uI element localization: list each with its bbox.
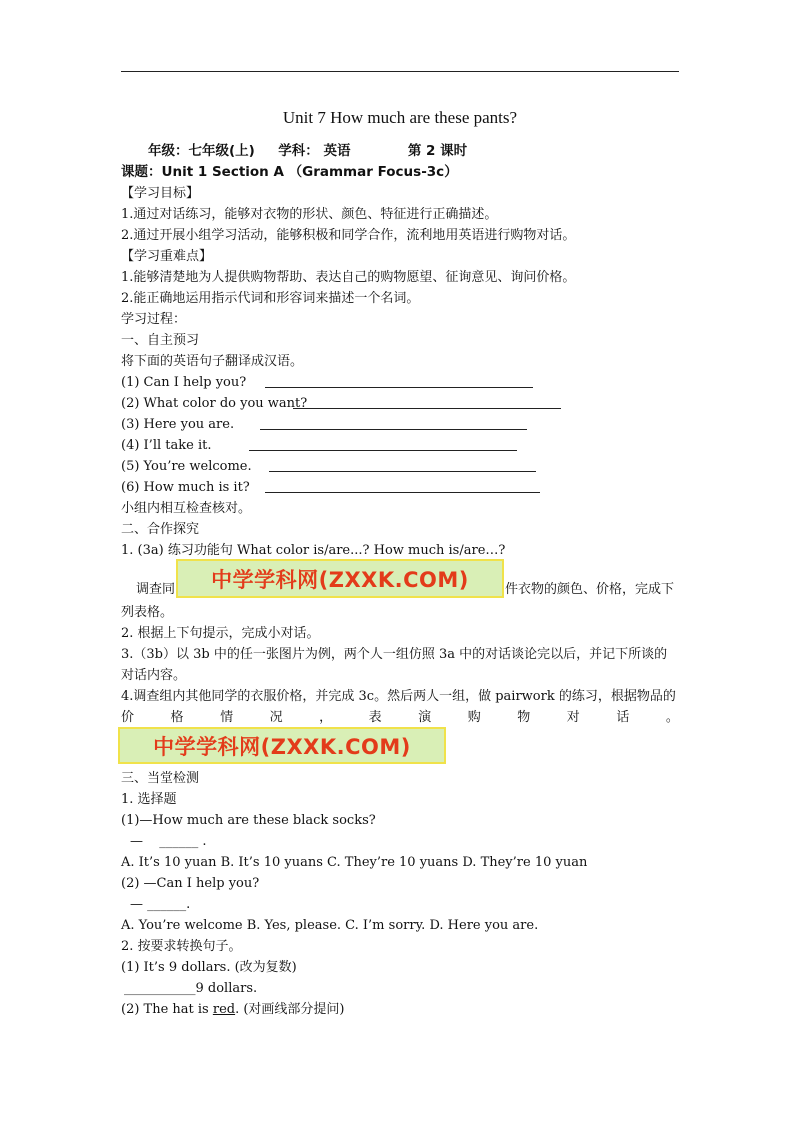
preview-instruction: 将下面的英语句子翻译成汉语。 (121, 354, 304, 369)
transform-1: (1) It’s 9 dollars. (改为复数) (121, 960, 297, 975)
test-heading: 三、当堂检测 (121, 771, 200, 786)
preview-heading: 一、自主预习 (121, 333, 200, 348)
char: 话 (616, 710, 630, 725)
transform-heading: 2. 按要求转换句子。 (121, 939, 242, 954)
translation-sentence: (2) What color do you want? (121, 396, 308, 411)
question-2-answer[interactable]: — ______. (130, 897, 191, 912)
explore-item-3-cont: 对话内容。 (121, 668, 187, 683)
grade-label: 年级：七年级(上) (148, 143, 255, 159)
char: 情 (220, 710, 234, 725)
answer-blank[interactable] (265, 480, 540, 493)
question-2-options: A. You’re welcome B. Yes, please. C. I’m sorry. D. Here you are. (121, 918, 539, 933)
answer-text: 9 dollars. (195, 981, 258, 996)
translation-sentence: (1) Can I help you? (121, 375, 247, 390)
char: 。 (665, 710, 679, 725)
objectives-heading: 【学习目标】 (121, 186, 200, 201)
char: 购 (467, 710, 481, 725)
char: 表 (368, 710, 382, 725)
answer-blank[interactable] (269, 459, 536, 472)
explore-item-3: 3.（3b）以 3b 中的任一张图片为例，两个人一组仿照 3a 中的对话谈论完以后，并记下所谈的 (121, 647, 668, 662)
answer-blank[interactable]: ___________ (124, 981, 196, 996)
key-point-item: 2.能正确地运用指示代词和形容词来描述一个名词。 (121, 291, 420, 306)
choice-heading: 1. 选择题 (121, 792, 177, 807)
translation-item (121, 396, 307, 412)
translation-sentence: (3) Here you are. (121, 417, 235, 432)
char: 物 (517, 710, 531, 725)
translation-sentence: (6) How much is it? (121, 480, 250, 495)
explore-heading: 二、合作探究 (121, 522, 200, 537)
watermark-text: 中学学科网(ZXXK.COM) (211, 567, 469, 592)
question-1: (1)—How much are these black socks? (121, 813, 376, 828)
answer-blank[interactable] (265, 375, 533, 388)
char: 况 (269, 710, 283, 725)
sentence-start: (2) The hat is (121, 1002, 213, 1017)
answer-blank[interactable] (249, 438, 517, 451)
topic-line: 课题：Unit 1 Section A （Grammar Focus-3c） (121, 164, 458, 180)
explore-item-1-suffix: 件衣物的颜色、价格，完成下 (505, 582, 675, 597)
translation-sentence: (5) You’re welcome. (121, 459, 252, 474)
char: 格 (170, 710, 184, 725)
header-rule (121, 71, 679, 72)
watermark-text: 中学学科网(ZXXK.COM) (153, 734, 411, 759)
char: 演 (418, 710, 432, 725)
objective-item: 1.通过对话练习，能够对衣物的形状、颜色、特征进行正确描述。 (121, 207, 498, 222)
question-2: (2) —Can I help you? (121, 876, 260, 891)
subject-label: 学科： 英语 (278, 143, 351, 159)
watermark-banner (118, 727, 446, 764)
preview-note: 小组内相互检查核对。 (121, 501, 252, 516)
char: ， (319, 710, 333, 725)
dash: — (130, 834, 143, 849)
char: 对 (566, 710, 580, 725)
explore-item-4: 4.调查组内其他同学的衣服价格，并完成 3c。然后两人一组，做 pairwork 的练习，根据物品的 (121, 689, 676, 704)
translation-item (121, 459, 252, 475)
page-title: Unit 7 How much are these pants? (282, 108, 518, 127)
objective-item: 2.通过开展小组学习活动，能够积极和同学合作，流利地用英语进行购物对话。 (121, 228, 576, 243)
translation-item (121, 375, 246, 391)
key-points-heading: 【学习重难点】 (121, 249, 213, 264)
watermark-banner (176, 559, 504, 598)
question-1-answer (130, 834, 207, 850)
sentence-end: . (对画线部分提问) (235, 1002, 345, 1017)
translation-sentence: (4) I’ll take it. (121, 438, 212, 453)
header-info (148, 143, 467, 159)
translation-item (121, 417, 234, 433)
underlined-word: red (212, 1002, 236, 1017)
key-point-item: 1.能够清楚地为人提供购物帮助、表达自己的购物愿望、征询意见、询问价格。 (121, 270, 576, 285)
process-heading: 学习过程： (121, 312, 187, 327)
explore-item-2: 2. 根据上下句提示，完成小对话。 (121, 626, 320, 641)
answer-blank[interactable] (260, 417, 527, 430)
translation-item (121, 438, 211, 454)
question-1-options: A. It’s 10 yuan B. It’s 10 yuans C. They’re 10 yuans D. They’re 10 yuan (121, 855, 588, 870)
explore-item-1-cont: 列表格。 (121, 605, 174, 620)
explore-item-4-cont (121, 710, 679, 726)
transform-1-answer (124, 981, 257, 997)
transform-2 (121, 1002, 345, 1018)
explore-item-1-prefix: 调查同 (136, 582, 176, 597)
lesson-label: 第 2 课时 (407, 143, 468, 159)
char: 价 (121, 710, 135, 725)
answer-blank[interactable]: ______ . (159, 834, 207, 849)
explore-item-1: 1. (3a) 练习功能句 What color is/are...? How much is/are…? (121, 543, 506, 558)
answer-blank[interactable] (293, 396, 561, 409)
translation-item (121, 480, 250, 496)
